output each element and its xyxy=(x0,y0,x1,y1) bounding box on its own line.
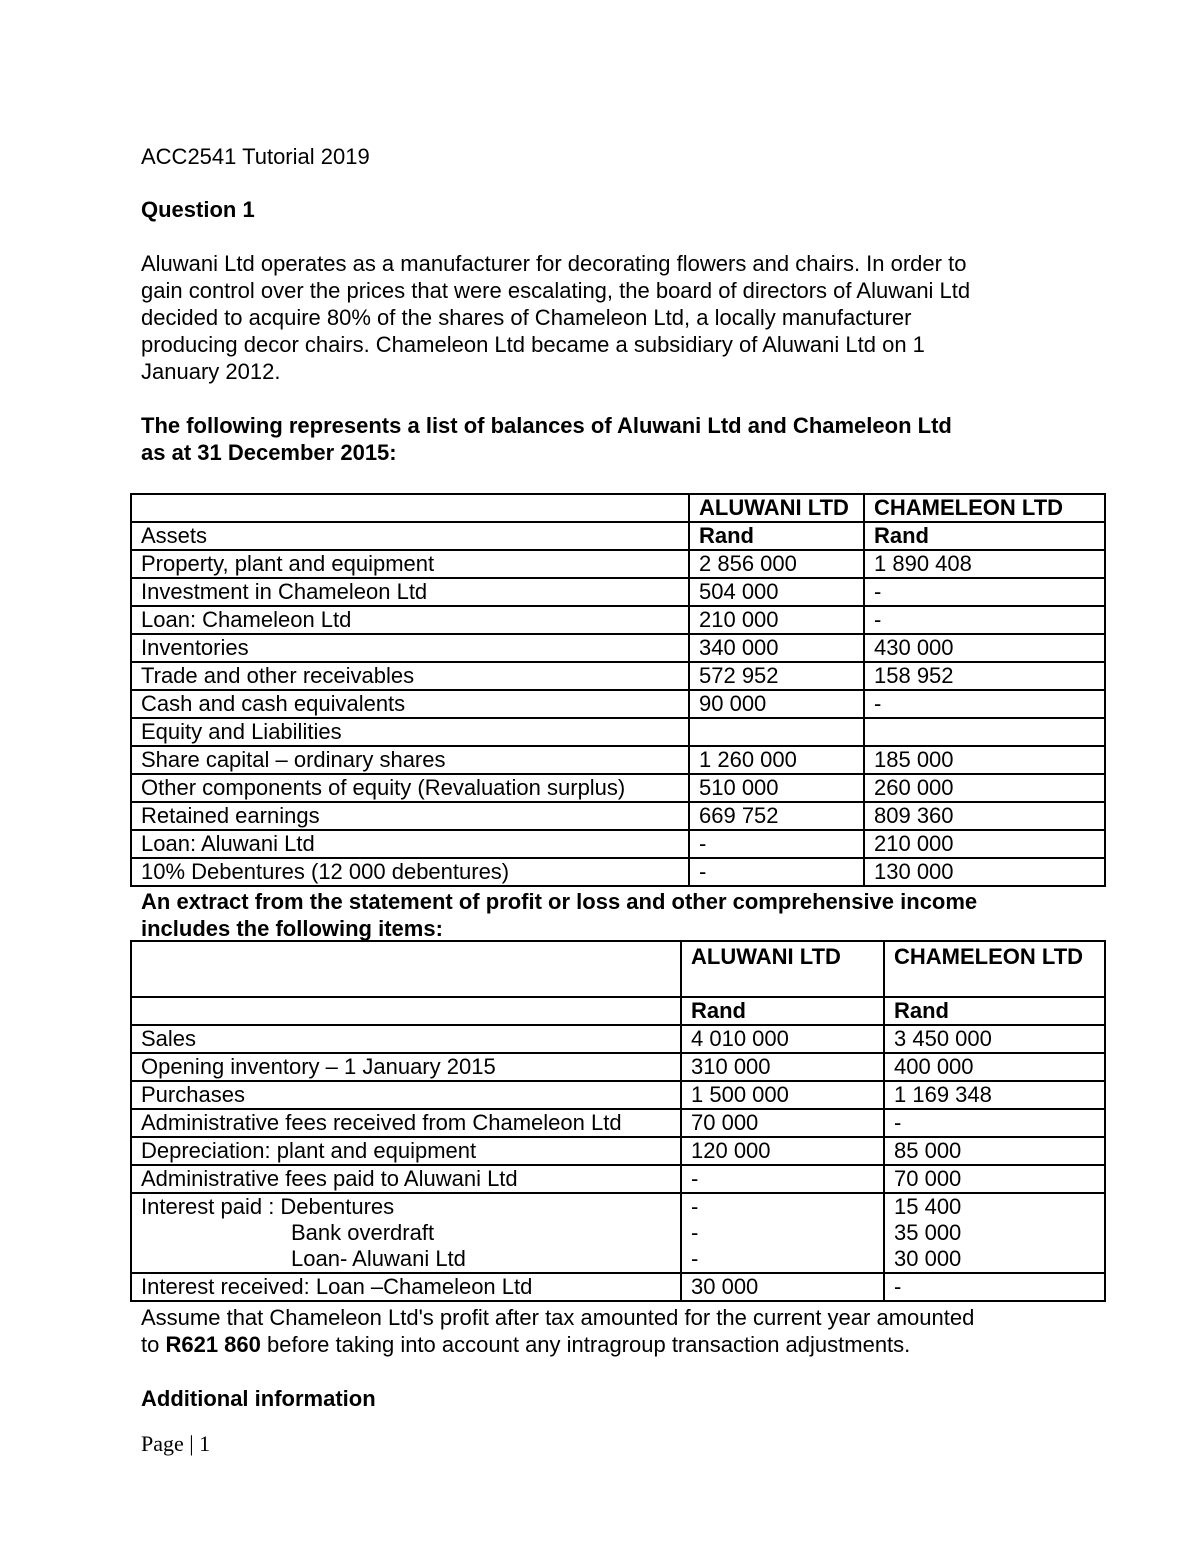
table-row xyxy=(131,1081,1105,1109)
row-label: Cash and cash equivalents xyxy=(131,690,689,718)
cell-aluwani: 510 000 xyxy=(689,774,864,802)
cell-chameleon: - xyxy=(864,606,1105,634)
interest-paid-label: Interest paid : Debentures xyxy=(141,1194,395,1219)
extract-heading-line: An extract from the statement of profit or loss and other comprehensive income xyxy=(141,889,978,914)
row-label: Purchases xyxy=(131,1081,681,1109)
header-cell xyxy=(131,941,681,997)
header-cell: CHAMELEON LTD xyxy=(864,494,1105,522)
cell-aluwani: 210 000 xyxy=(689,606,864,634)
cell-aluwani xyxy=(689,718,864,746)
cell-chameleon: 210 000 xyxy=(864,830,1105,858)
cell-aluwani: 340 000 xyxy=(689,634,864,662)
table-row xyxy=(131,1137,1105,1165)
assumption-paragraph xyxy=(141,1304,1071,1358)
unit-cell: Rand xyxy=(681,997,884,1025)
interest-sub-label: Loan- Aluwani Ltd xyxy=(291,1246,466,1271)
table-row xyxy=(131,1165,1105,1193)
interest-value: 30 000 xyxy=(894,1246,962,1271)
balances-table xyxy=(130,493,1106,887)
extract-heading xyxy=(141,888,1071,942)
profit-amount: R621 860 xyxy=(165,1332,261,1357)
cell-chameleon: 70 000 xyxy=(884,1165,1105,1193)
header-cell xyxy=(131,494,689,522)
cell-chameleon xyxy=(884,1193,1105,1273)
cell-chameleon: 185 000 xyxy=(864,746,1105,774)
income-table xyxy=(130,940,1106,1302)
row-label: Interest received: Loan –Chameleon Ltd xyxy=(131,1273,681,1301)
row-label: Retained earnings xyxy=(131,802,689,830)
balances-heading xyxy=(141,412,1071,466)
row-label: Depreciation: plant and equipment xyxy=(131,1137,681,1165)
cell-chameleon: Rand xyxy=(864,522,1105,550)
cell-chameleon: 3 450 000 xyxy=(884,1025,1105,1053)
cell-chameleon: - xyxy=(884,1109,1105,1137)
cell-chameleon: - xyxy=(864,690,1105,718)
header-cell: ALUWANI LTD xyxy=(681,941,884,997)
interest-value: 15 400 xyxy=(894,1194,962,1219)
intro-line: producing decor chairs. Chameleon Ltd became a subsidiary of Aluwani Ltd on 1 xyxy=(141,332,925,357)
table-unit-row xyxy=(131,997,1105,1025)
cell-aluwani: 4 010 000 xyxy=(681,1025,884,1053)
intro-line: Aluwani Ltd operates as a manufacturer for decorating flowers and chairs. In order to xyxy=(141,251,967,276)
additional-info-heading: Additional information xyxy=(141,1386,376,1411)
cell-chameleon: - xyxy=(884,1273,1105,1301)
table-row xyxy=(131,858,1105,886)
cell-aluwani: 30 000 xyxy=(681,1273,884,1301)
row-label: Trade and other receivables xyxy=(131,662,689,690)
cell-aluwani: 120 000 xyxy=(681,1137,884,1165)
cell-aluwani: - xyxy=(689,830,864,858)
header-cell: CHAMELEON LTD xyxy=(884,941,1105,997)
intro-line: gain control over the prices that were escalating, the board of directors of Aluwani Ltd xyxy=(141,278,971,303)
cell-chameleon: 158 952 xyxy=(864,662,1105,690)
unit-cell: Rand xyxy=(884,997,1105,1025)
cell-aluwani: 70 000 xyxy=(681,1109,884,1137)
cell-aluwani: 669 752 xyxy=(689,802,864,830)
table-row xyxy=(131,1273,1105,1301)
cell-chameleon: 1 890 408 xyxy=(864,550,1105,578)
cell-aluwani: 572 952 xyxy=(689,662,864,690)
interest-sub-label: Bank overdraft xyxy=(291,1220,435,1245)
cell-aluwani: 1 260 000 xyxy=(689,746,864,774)
table-row xyxy=(131,1053,1105,1081)
assumption-text: to xyxy=(141,1332,166,1357)
cell-chameleon: 400 000 xyxy=(884,1053,1105,1081)
table-row xyxy=(131,690,1105,718)
extract-heading-line: includes the following items: xyxy=(141,916,443,941)
assumption-line: Assume that Chameleon Ltd's profit after tax amounted for the current year amounted xyxy=(141,1305,975,1330)
cell-aluwani: 2 856 000 xyxy=(689,550,864,578)
interest-value: - xyxy=(691,1220,699,1245)
intro-paragraph xyxy=(141,250,1071,385)
row-label: Share capital – ordinary shares xyxy=(131,746,689,774)
assumption-line xyxy=(141,1331,1071,1358)
row-label xyxy=(131,1193,681,1273)
cell-chameleon: 130 000 xyxy=(864,858,1105,886)
table-row xyxy=(131,550,1105,578)
row-label: 10% Debentures (12 000 debentures) xyxy=(131,858,689,886)
table-header-row xyxy=(131,941,1105,997)
row-label: Opening inventory – 1 January 2015 xyxy=(131,1053,681,1081)
cell-chameleon: - xyxy=(864,578,1105,606)
table-row xyxy=(131,1025,1105,1053)
cell-chameleon: 430 000 xyxy=(864,634,1105,662)
row-label: Property, plant and equipment xyxy=(131,550,689,578)
document-title: ACC2541 Tutorial 2019 xyxy=(141,144,370,169)
table-row xyxy=(131,662,1105,690)
cell-aluwani: Rand xyxy=(689,522,864,550)
cell-aluwani: 504 000 xyxy=(689,578,864,606)
balances-heading-line: as at 31 December 2015: xyxy=(141,440,397,465)
table-row xyxy=(131,634,1105,662)
row-label: Inventories xyxy=(131,634,689,662)
table-row xyxy=(131,578,1105,606)
cell-aluwani: - xyxy=(689,858,864,886)
row-label: Assets xyxy=(131,522,689,550)
table-row xyxy=(131,718,1105,746)
table-row xyxy=(131,1109,1105,1137)
cell-chameleon: 260 000 xyxy=(864,774,1105,802)
table-row xyxy=(131,746,1105,774)
table-row xyxy=(131,830,1105,858)
balances-heading-line: The following represents a list of balances of Aluwani Ltd and Chameleon Ltd xyxy=(141,413,952,438)
table-row-interest-paid xyxy=(131,1193,1105,1273)
table-row xyxy=(131,774,1105,802)
cell-chameleon xyxy=(864,718,1105,746)
interest-value: - xyxy=(691,1246,699,1271)
row-label: Loan: Chameleon Ltd xyxy=(131,606,689,634)
header-cell: ALUWANI LTD xyxy=(689,494,864,522)
table-row xyxy=(131,522,1105,550)
interest-value: 35 000 xyxy=(894,1220,962,1245)
row-label: Investment in Chameleon Ltd xyxy=(131,578,689,606)
cell-aluwani: 1 500 000 xyxy=(681,1081,884,1109)
cell-chameleon: 85 000 xyxy=(884,1137,1105,1165)
cell-aluwani: - xyxy=(681,1165,884,1193)
assumption-text: before taking into account any intragroup transaction adjustments. xyxy=(260,1332,911,1357)
interest-value: - xyxy=(691,1194,699,1219)
row-label: Administrative fees paid to Aluwani Ltd xyxy=(131,1165,681,1193)
table-header-row xyxy=(131,494,1105,522)
cell-chameleon: 1 169 348 xyxy=(884,1081,1105,1109)
intro-line: January 2012. xyxy=(141,359,281,384)
row-label: Administrative fees received from Chameleon Ltd xyxy=(131,1109,681,1137)
table-row xyxy=(131,606,1105,634)
cell-aluwani xyxy=(681,1193,884,1273)
unit-cell xyxy=(131,997,681,1025)
cell-aluwani: 90 000 xyxy=(689,690,864,718)
cell-aluwani: 310 000 xyxy=(681,1053,884,1081)
row-label: Loan: Aluwani Ltd xyxy=(131,830,689,858)
intro-line: decided to acquire 80% of the shares of Chameleon Ltd, a locally manufacturer xyxy=(141,305,912,330)
row-label: Equity and Liabilities xyxy=(131,718,689,746)
row-label: Sales xyxy=(131,1025,681,1053)
cell-chameleon: 809 360 xyxy=(864,802,1105,830)
question-heading: Question 1 xyxy=(141,197,255,222)
row-label: Other components of equity (Revaluation surplus) xyxy=(131,774,689,802)
table-row xyxy=(131,802,1105,830)
page-footer: Page | 1 xyxy=(141,1431,211,1456)
